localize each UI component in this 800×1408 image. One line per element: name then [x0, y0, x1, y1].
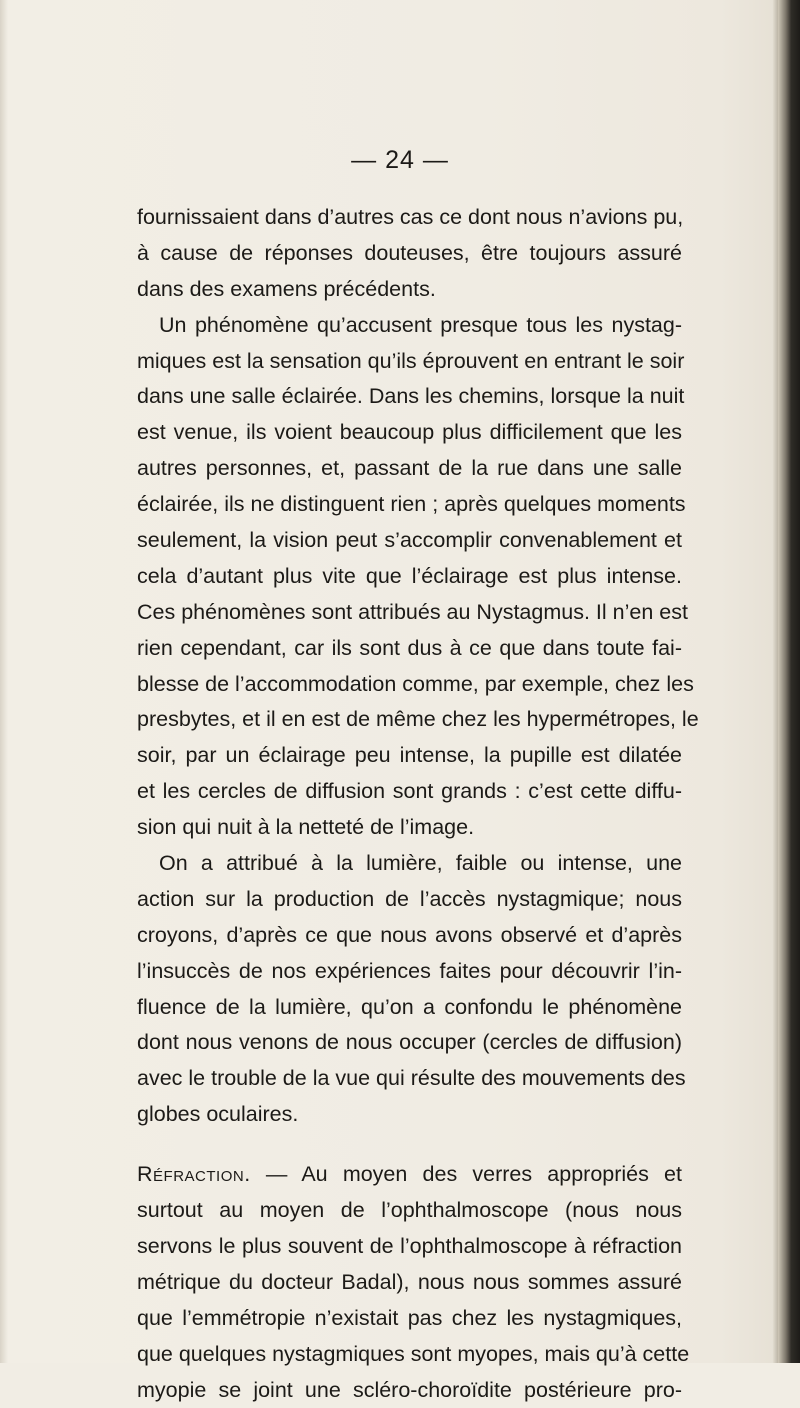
section-heading: Réfraction. [137, 1162, 251, 1186]
text-line: sion qui nuit à la netteté de l’image. [137, 810, 682, 846]
text-line: action sur la production de l’accès nystagmique; nous [137, 882, 682, 918]
text-line: presbytes, et il en est de même chez les hypermétropes, le [137, 702, 682, 738]
body-paragraphs [137, 200, 682, 1133]
text-line: à cause de réponses douteuses, être toujours assuré [137, 236, 682, 272]
text-line: surtout au moyen de l’ophthalmoscope (nous nous [137, 1193, 682, 1229]
text-line: éclairée, ils ne distinguent rien ; après quelques moments [137, 487, 682, 523]
text-line: seulement, la vision peut s’accomplir convenablement et [137, 523, 682, 559]
text-line: servons le plus souvent de l’ophthalmoscope à réfraction [137, 1229, 682, 1265]
text-line: que l’emmétropie n’existait pas chez les nystagmiques, [137, 1301, 682, 1337]
text-line: dans une salle éclairée. Dans les chemins, lorsque la nuit [137, 379, 682, 415]
text-line: croyons, d’après ce que nous avons observé et d’après [137, 918, 682, 954]
page-number: — 24 — [340, 146, 460, 175]
text-line: soir, par un éclairage peu intense, la pupille est dilatée [137, 738, 682, 774]
text-line: globes oculaires. [137, 1097, 682, 1133]
text-line: autres personnes, et, passant de la rue dans une salle [137, 451, 682, 487]
text-line: fournissaient dans d’autres cas ce dont nous n’avions pu, [137, 200, 682, 236]
text-line: métrique du docteur Badal), nous nous sommes assuré [137, 1265, 682, 1301]
section-refraction [137, 1157, 682, 1408]
text-line: dont nous venons de nous occuper (cercles de diffusion) [137, 1025, 682, 1061]
page-binding-edge [778, 0, 800, 1363]
text-line: blesse de l’accommodation comme, par exemple, chez les [137, 667, 682, 703]
text-line: On a attribué à la lumière, faible ou intense, une [137, 846, 682, 882]
text-line: fluence de la lumière, qu’on a confondu le phénomène [137, 990, 682, 1026]
text-line: rien cependant, car ils sont dus à ce que dans toute fai- [137, 631, 682, 667]
text-line: est venue, ils voient beaucoup plus difficilement que les [137, 415, 682, 451]
text-line: Un phénomène qu’accusent presque tous les nystag- [137, 308, 682, 344]
text-line [137, 1157, 682, 1193]
section-heading-continuation: — Au moyen des verres appropriés et [251, 1162, 682, 1186]
page-left-shadow [0, 0, 8, 1363]
text-line: myopie se joint une scléro-choroïdite postérieure pro- [137, 1373, 682, 1408]
text-line: et les cercles de diffusion sont grands : c’est cette diffu- [137, 774, 682, 810]
text-line: cela d’autant plus vite que l’éclairage est plus intense. [137, 559, 682, 595]
text-line: miques est la sensation qu’ils éprouvent en entrant le soir [137, 344, 682, 380]
text-line: avec le trouble de la vue qui résulte des mouvements des [137, 1061, 682, 1097]
text-line: dans des examens précédents. [137, 272, 682, 308]
text-line: Ces phénomènes sont attribués au Nystagmus. Il n’en est [137, 595, 682, 631]
section-spacer [137, 1133, 682, 1157]
text-line: que quelques nystagmiques sont myopes, mais qu’à cette [137, 1337, 682, 1373]
text-line: l’insuccès de nos expériences faites pour découvrir l’in- [137, 954, 682, 990]
page-body-text [137, 200, 682, 1408]
